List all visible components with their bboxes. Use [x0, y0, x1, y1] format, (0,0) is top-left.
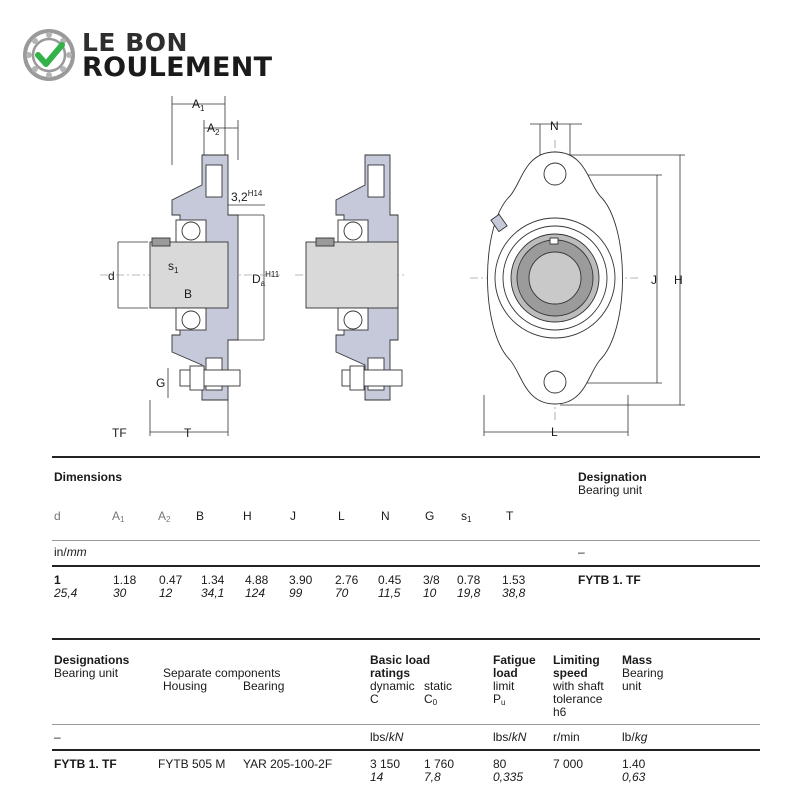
col-header-N: N [381, 509, 390, 523]
fatigue-title-1: Fatigue [493, 653, 536, 667]
designation-units: – [578, 545, 585, 559]
label-Da: $D_a^{H11}$ [252, 270, 280, 288]
col-header-J: J [290, 509, 296, 523]
fatigue-units: lbs/kN [493, 730, 527, 744]
designations-title: Designations [54, 653, 130, 667]
value-T-mm: 38,8 [502, 586, 526, 600]
row-C0-imperial: 1 760 [424, 757, 455, 771]
col-header-s1: $s_1$ [461, 509, 472, 524]
mass-unit-label: unit [622, 679, 642, 693]
row-C0-metric: 7,8 [424, 770, 441, 784]
col-header-T: T [506, 509, 514, 523]
col-header-B: B [196, 509, 205, 523]
value-L-mm: 70 [335, 586, 349, 600]
divider-lower-units [52, 749, 760, 751]
value-d-in: 1 [54, 573, 61, 587]
divider-lower-header [52, 724, 760, 725]
label-s1: $s_1$ [168, 259, 179, 275]
label-H: H [674, 273, 683, 287]
value-J-mm: 99 [289, 586, 303, 600]
C0-label: $C_0$ [424, 692, 438, 707]
value-s1-mm: 19,8 [457, 586, 481, 600]
divider-header [52, 540, 760, 541]
separate-components-label: Separate components [163, 666, 281, 680]
row-speed: 7 000 [553, 757, 584, 771]
col-header-A2: $A_2$ [158, 509, 171, 524]
mass-bearing-label: Bearing [622, 666, 664, 680]
value-s1-in: 0.78 [457, 573, 481, 587]
Pu-label: $P_u$ [493, 692, 506, 707]
basic-load-title-2: ratings [370, 666, 411, 680]
designation-subtitle: Bearing unit [578, 483, 643, 497]
logo-text-line1: LE BON [82, 28, 188, 57]
label-N: N [550, 119, 559, 133]
limiting-speed-note-3: h6 [553, 705, 567, 719]
limiting-speed-note-1: with shaft [553, 679, 604, 693]
divider-lower [52, 638, 760, 640]
value-N-in: 0.45 [378, 573, 402, 587]
col-header-L: L [338, 509, 345, 523]
value-A1-in: 1.18 [113, 573, 137, 587]
speed-units: r/min [553, 730, 580, 744]
col-header-A1: $A_1$ [112, 509, 125, 524]
limiting-speed-title-1: Limiting [553, 653, 600, 667]
col-header-H: H [243, 509, 252, 523]
row-C-imperial: 3 150 [370, 757, 401, 771]
dimensions-title: Dimensions [54, 470, 123, 484]
value-J-in: 3.90 [289, 573, 313, 587]
dimension-units: in/mm [54, 545, 87, 559]
value-T-in: 1.53 [502, 573, 526, 587]
bearing-label: Bearing [243, 679, 285, 693]
row-bearing: YAR 205-100-2F [243, 757, 333, 771]
col-header-d: d [54, 509, 61, 523]
logo-text-line2: ROULEMENT [82, 52, 273, 83]
value-d-mm: 25,4 [54, 586, 78, 600]
lower-units-dash: – [54, 730, 61, 744]
value-A2-mm: 12 [159, 586, 173, 600]
label-L: L [551, 425, 558, 439]
housing-label: Housing [163, 679, 208, 693]
value-H-mm: 124 [245, 586, 266, 600]
row-C-metric: 14 [370, 770, 384, 784]
label-TF: TF [112, 426, 127, 440]
row-mass-imperial: 1.40 [622, 757, 646, 771]
mass-units: lb/kg [622, 730, 648, 744]
value-A2-in: 0.47 [159, 573, 183, 587]
section-view-middle [306, 155, 402, 400]
section-view-left [150, 155, 240, 400]
value-G-mm: 10 [423, 586, 437, 600]
label-fit: $3,2^{H14}$ [231, 189, 263, 204]
static-label: static [424, 679, 453, 693]
designation-title: Designation [578, 470, 647, 484]
fatigue-title-2: load [493, 666, 518, 680]
row-housing: FYTB 505 M [158, 757, 226, 771]
value-G-in: 3/8 [423, 573, 440, 587]
value-B-mm: 34,1 [201, 586, 225, 600]
dynamic-label: dynamic [370, 679, 415, 693]
bearing-unit-label: Bearing unit [54, 666, 119, 680]
row-Pu-metric: 0,335 [493, 770, 524, 784]
value-A1-mm: 30 [113, 586, 127, 600]
label-T: T [184, 426, 192, 440]
divider-top [52, 456, 760, 458]
basic-load-title-1: Basic load [370, 653, 431, 667]
label-d: d [108, 269, 115, 283]
load-units: lbs/kN [370, 730, 404, 744]
label-A2: $A_2$ [207, 121, 220, 137]
value-L-in: 2.76 [335, 573, 359, 587]
row-Pu-imperial: 80 [493, 757, 507, 771]
front-view-right [488, 152, 623, 404]
label-J: J [651, 273, 657, 287]
limiting-speed-title-2: speed [553, 666, 588, 680]
label-G: G [156, 376, 166, 390]
value-H-in: 4.88 [245, 573, 269, 587]
value-N-mm: 11,5 [378, 586, 401, 600]
col-header-G: G [425, 509, 435, 523]
label-A1: $A_1$ [192, 97, 205, 113]
row-bearing-unit: FYTB 1. TF [54, 757, 117, 771]
mass-title: Mass [622, 653, 653, 667]
limiting-speed-note-2: tolerance [553, 692, 603, 706]
label-B: B [184, 287, 193, 301]
fatigue-limit-label: limit [493, 679, 515, 693]
value-B-in: 1.34 [201, 573, 225, 587]
C-label: C [370, 692, 379, 706]
divider-units [52, 565, 760, 567]
designation-value: FYTB 1. TF [578, 573, 641, 587]
row-mass-metric: 0,63 [622, 770, 646, 784]
